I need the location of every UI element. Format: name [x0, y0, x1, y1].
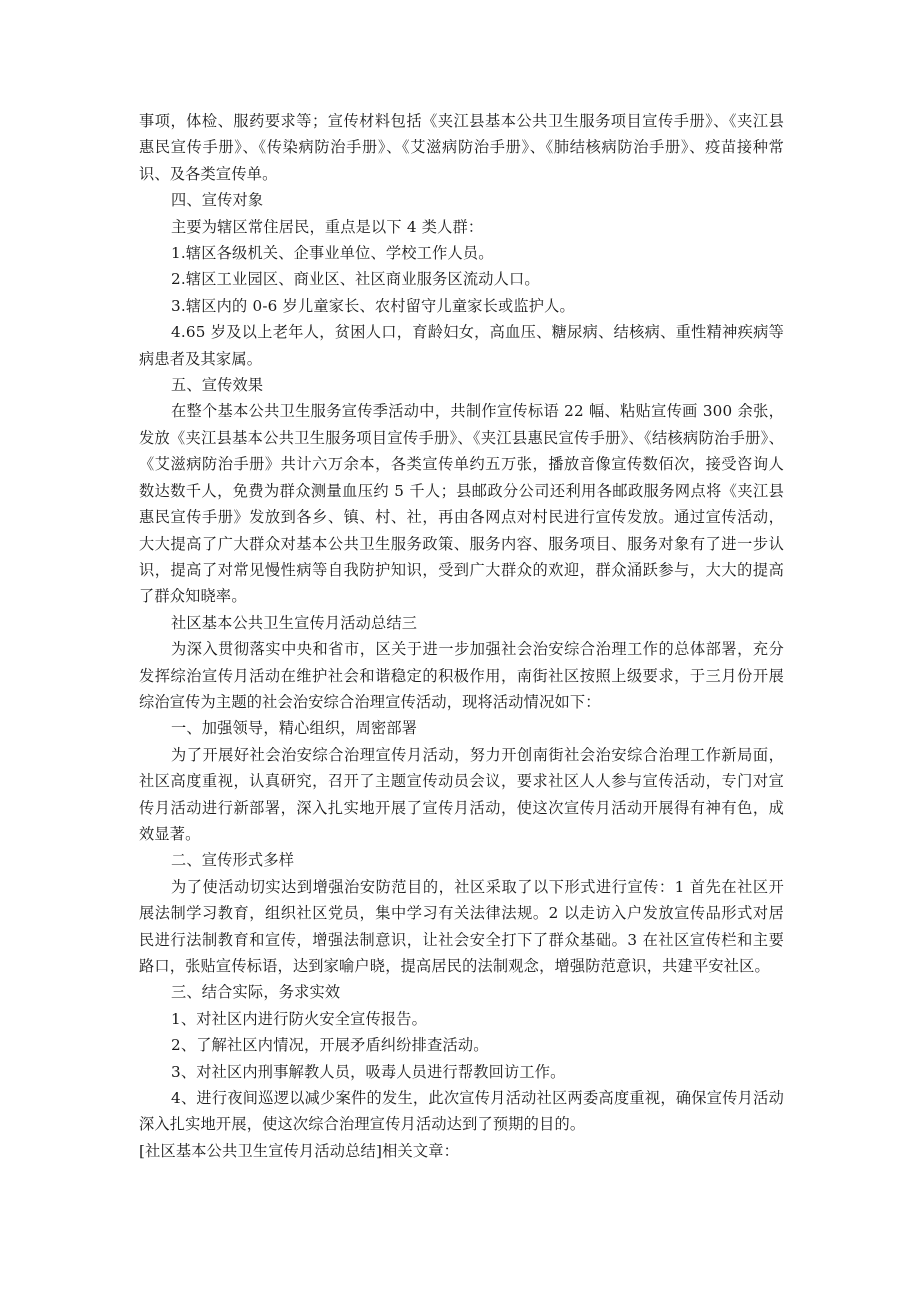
paragraph-audience-intro: 主要为辖区常住居民，重点是以下 4 类人群：: [171, 217, 484, 236]
heading-publicity-effect: 五、宣传效果: [171, 376, 264, 395]
list-item-audience-1: 1.辖区各级机关、企事业单位、学校工作人员。: [171, 244, 494, 263]
list-item-audience-4: 4.65 岁及以上老年人，贫困人口，育龄妇女，高血压、糖尿病、结核病、重性精神疾病等病患者及其家属。: [139, 323, 784, 368]
heading-target-audience: 四、宣传对象: [171, 191, 264, 210]
paragraph-forms: 为了使活动切实达到增强治安防范目的，社区采取了以下形式进行宣传：1 首先在社区开展法制学习教育，组织社区党员，集中学习有关法律法规。2 以走访入户发放宣传品形式对居民进行法制教育和宣传，增强法制意识，让社会安全打下了群众基础。3 在社区宣传栏和主要路口，张贴宣传标语，达到家喻户晓，提高居民的法制观念，增强防范意识，共建平安社区。: [139, 877, 784, 975]
heading-practical: 三、结合实际，务求实效: [171, 983, 341, 1002]
list-item-practical-1: 1、对社区内进行防火安全宣传报告。: [171, 1009, 428, 1028]
list-item-audience-3: 3.辖区内的 0-6 岁儿童家长、农村留守儿童家长或监护人。: [171, 296, 575, 315]
paragraph-summary-intro: 为深入贯彻落实中央和省市，区关于进一步加强社会治安综合治理工作的总体部署，充分发挥综治宣传月活动在维护社会和谐稳定的积极作用，南街社区按照上级要求，于三月份开展综治宣传为主题的社会治安综合治理宣传活动，现将活动情况如下：: [139, 640, 784, 711]
section-title-summary-3: 社区基本公共卫生宣传月活动总结三: [171, 613, 418, 632]
list-item-practical-2: 2、了解社区内情况，开展矛盾纠纷排查活动。: [171, 1036, 489, 1055]
document-page: [139, 108, 784, 1164]
list-item-practical-4: 4、进行夜间巡逻以减少案件的发生，此次宣传月活动社区两委高度重视，确保宣传月活动深入扎实地开展，使这次综合治理宣传月活动达到了预期的目的。: [139, 1089, 784, 1134]
paragraph-publicity-effect: 在整个基本公共卫生服务宣传季活动中，共制作宣传标语 22 幅、粘贴宣传画 300 余张，发放《夹江县基本公共卫生服务项目宣传手册》、《夹江县惠民宣传手册》、《结核病防治手册》、《艾滋病防治手册》共计六万余本，各类宣传单约五万张，播放音像宣传数佰次，接受咨询人数达数千人，免费为群众测量血压约 5 千人；县邮政分公司还利用各邮政服务网点将《夹江县惠民宣传手册》发放到各乡、镇、村、社，再由各网点对村民进行宣传发放。通过宣传活动，大大提高了广大群众对基本公共卫生服务政策、服务内容、服务项目、服务对象有了进一步认识，提高了对常见慢性病等自我防护知识，受到广大群众的欢迎，群众涌跃参与，大大的提高了群众知晓率。: [139, 402, 784, 606]
heading-leadership: 一、加强领导，精心组织，周密部署: [171, 719, 418, 738]
list-item-audience-2: 2.辖区工业园区、商业区、社区商业服务区流动人口。: [171, 270, 540, 289]
paragraph-leadership: 为了开展好社会治安综合治理宣传月活动，努力开创南街社会治安综合治理工作新局面，社区高度重视，认真研究，召开了主题宣传动员会议，要求社区人人参与宣传活动，专门对宣传月活动进行新部署，深入扎实地开展了宣传月活动，使这次宣传月活动开展得有神有色，成效显著。: [139, 745, 784, 843]
heading-forms: 二、宣传形式多样: [171, 851, 295, 870]
related-articles-link[interactable]: [社区基本公共卫生宣传月活动总结]相关文章：: [139, 1141, 460, 1160]
list-item-practical-3: 3、对社区内刑事解教人员，吸毒人员进行帮教回访工作。: [171, 1062, 566, 1081]
paragraph-materials: 事项，体检、服药要求等；宣传材料包括《夹江县基本公共卫生服务项目宣传手册》、《夹江县惠民宣传手册》、《传染病防治手册》、《艾滋病防治手册》、《肺结核病防治手册》、疫苗接种常识、及各类宣传单。: [139, 112, 784, 183]
